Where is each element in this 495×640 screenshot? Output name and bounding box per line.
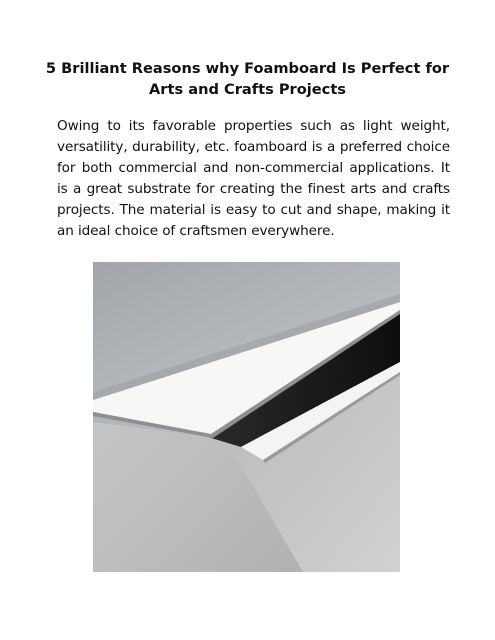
intro-paragraph: Owing to its favorable properties such as light weight, versatility, durability, etc. foamboard is a preferred choice for both commercial and non-commercial applications. It is a great substrate for creating the finest arts and crafts projects. The material is easy to cut and shape, making it an ideal choice of craftsmen everywhere. [57, 118, 450, 239]
foamboard-photo [93, 262, 400, 572]
page-title: 5 Brilliant Reasons why Foamboard Is Perfect for Arts and Crafts Projects [45, 60, 450, 98]
